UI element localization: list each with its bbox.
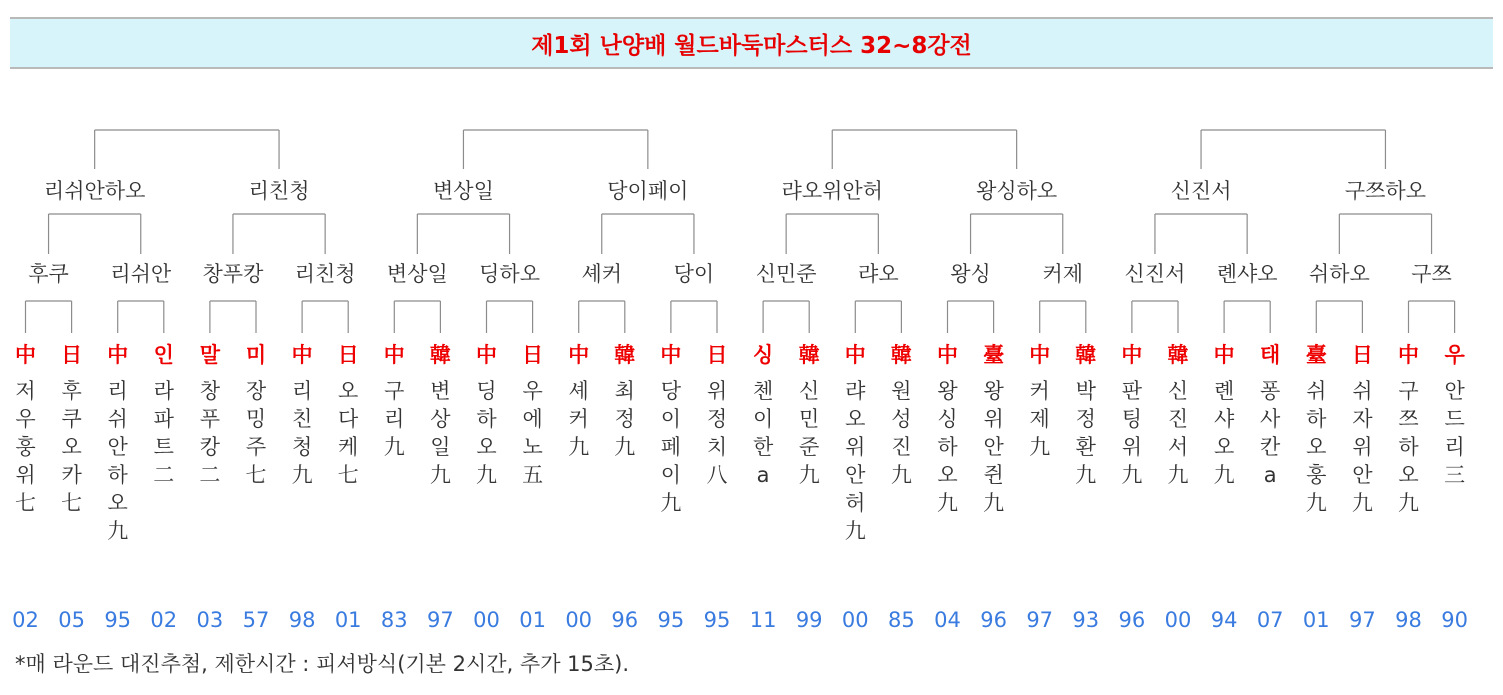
round8-name: 당이페이: [607, 179, 689, 203]
country-flag: 臺: [983, 343, 1005, 367]
birth-year: 95: [657, 608, 685, 632]
birth-year: 96: [611, 608, 639, 632]
round16-name: 롄샤오: [1216, 262, 1278, 286]
player-name: 쉬하오훙九: [1305, 379, 1327, 515]
player-name: 위정치八: [706, 379, 728, 487]
round16-name: 왕싱: [950, 262, 991, 286]
player-name: 리친청九: [291, 379, 313, 487]
page-title: 제1회 난양배 월드바둑마스터스 32~8강전: [531, 32, 972, 59]
player-name: 랴오위안허九: [844, 379, 866, 543]
birth-year: 01: [519, 608, 546, 632]
birth-year: 00: [565, 608, 593, 632]
birth-year: 96: [980, 608, 1007, 632]
country-flag: 韓: [1167, 343, 1189, 367]
round16-name: 쉬하오: [1308, 262, 1370, 286]
player-name: 신진서九: [1167, 379, 1189, 487]
player-name: 커제九: [1029, 379, 1051, 459]
birth-year: 01: [1302, 608, 1330, 632]
country-flag: 싱: [752, 343, 774, 367]
player-name: 당이페이九: [660, 379, 682, 515]
player-name: 장밍주七: [245, 379, 267, 487]
player-name: 우에노五: [522, 379, 544, 487]
country-flag: 인: [153, 343, 174, 367]
country-flag: 韓: [890, 343, 912, 367]
country-flag: 日: [1351, 343, 1373, 367]
birth-year: 97: [1026, 608, 1054, 632]
player-name: 구쯔하오九: [1398, 379, 1419, 515]
country-flag: 말: [199, 343, 221, 367]
round16-name: 변상일: [386, 262, 448, 286]
birth-year: 00: [841, 608, 869, 632]
birth-year: 04: [934, 608, 961, 632]
player-name: 안드리三: [1444, 379, 1466, 487]
round16-name: 커제: [1042, 262, 1084, 286]
player-name: 판팅위九: [1121, 379, 1143, 487]
round8-name: 리친청: [248, 179, 310, 203]
birth-year: 02: [150, 608, 178, 632]
birth-year: 99: [795, 608, 823, 632]
round16-name: 창푸캉: [202, 262, 264, 286]
round16-name: 리쉬안: [110, 262, 172, 286]
birth-year: 03: [196, 608, 224, 632]
player-name: 첸이한a: [752, 379, 774, 487]
country-flag: 미: [245, 343, 267, 367]
birth-year: 83: [380, 608, 408, 632]
country-flag: 韓: [429, 343, 451, 367]
player-name: 퐁사칸a: [1260, 379, 1281, 487]
player-name: 최정九: [614, 379, 636, 459]
country-flag: 우: [1444, 343, 1465, 367]
birth-year: 98: [1395, 608, 1422, 632]
birth-year: 85: [888, 608, 915, 632]
player-name: 창푸캉二: [199, 379, 221, 487]
birth-year: 97: [427, 608, 454, 632]
player-name: 구리九: [383, 379, 405, 459]
round16-name: 랴오: [858, 262, 899, 286]
round8-name: 랴오위안허: [781, 179, 883, 203]
player-name: 원성진九: [890, 379, 912, 487]
player-name: 리쉬안하오九: [107, 379, 129, 543]
birth-year: 95: [104, 608, 132, 632]
birth-year: 11: [749, 608, 777, 632]
country-flag: 中: [844, 343, 866, 367]
round16-name: 당이: [673, 262, 715, 286]
player-name: 저우훙위七: [15, 379, 36, 515]
round16-name: 딩하오: [479, 262, 540, 286]
player-name: 신민준九: [798, 379, 820, 487]
birth-year: 00: [473, 608, 500, 632]
country-flag: 中: [937, 343, 958, 367]
country-flag: 日: [337, 343, 359, 367]
player-name: 변상일九: [429, 379, 451, 487]
country-flag: 태: [1260, 343, 1281, 367]
round8-name: 신진서: [1170, 179, 1232, 203]
country-flag: 中: [476, 343, 497, 367]
player-name: 라파트二: [153, 379, 175, 487]
country-flag: 中: [1121, 343, 1143, 367]
round16-name: 후쿠: [28, 262, 69, 286]
birth-year: 93: [1072, 608, 1100, 632]
round16-name: 리친청: [294, 262, 356, 286]
birth-year: 94: [1210, 608, 1238, 632]
country-flag: 韓: [1075, 343, 1097, 367]
player-name: 쉬자위안九: [1351, 379, 1373, 515]
birth-year: 07: [1256, 608, 1284, 632]
round16-name: 신민준: [755, 262, 817, 286]
birth-year: 00: [1164, 608, 1192, 632]
player-name: 딩하오九: [476, 379, 497, 487]
birth-year: 97: [1349, 608, 1376, 632]
round16-name: 신진서: [1124, 262, 1186, 286]
birth-year: 98: [288, 608, 316, 632]
country-flag: 中: [383, 343, 405, 367]
round16-name: 셰커: [581, 262, 623, 286]
footnote: *매 라운드 대진추첨, 제한시간 : 피셔방식(기본 2시간, 추가 15초).: [15, 652, 630, 676]
round8-name: 변상일: [433, 179, 494, 203]
country-flag: 中: [15, 343, 36, 367]
country-flag: 中: [568, 343, 590, 367]
country-flag: 中: [107, 343, 129, 367]
country-flag: 臺: [1305, 343, 1327, 367]
round16-name: 구쯔: [1411, 262, 1452, 286]
player-name: 롄샤오九: [1213, 379, 1235, 487]
country-flag: 中: [291, 343, 313, 367]
player-name: 오다케七: [337, 379, 359, 487]
country-flag: 韓: [798, 343, 820, 367]
birth-year: 02: [12, 608, 39, 632]
birth-year: 96: [1118, 608, 1146, 632]
player-name: 후쿠오카七: [61, 379, 83, 515]
birth-year: 57: [242, 608, 270, 632]
country-flag: 中: [1398, 343, 1419, 367]
player-name: 왕싱하오九: [937, 379, 958, 515]
country-flag: 韓: [614, 343, 636, 367]
player-name: 박정환九: [1075, 379, 1097, 487]
country-flag: 日: [61, 343, 83, 367]
round8-name: 구쯔하오: [1344, 179, 1427, 203]
birth-year: 95: [703, 608, 731, 632]
round8-name: 왕싱하오: [976, 179, 1058, 203]
player-name: 왕위안쥔九: [983, 379, 1005, 515]
bracket-lines: [0, 0, 1503, 340]
birth-year: 90: [1441, 608, 1468, 632]
player-name: 셰커九: [568, 379, 590, 459]
birth-year: 01: [334, 608, 362, 632]
country-flag: 日: [706, 343, 728, 367]
country-flag: 中: [1029, 343, 1051, 367]
country-flag: 中: [1213, 343, 1235, 367]
birth-year: 05: [58, 608, 85, 632]
round8-name: 리쉬안하오: [43, 179, 146, 203]
country-flag: 中: [660, 343, 682, 367]
country-flag: 日: [522, 343, 544, 367]
